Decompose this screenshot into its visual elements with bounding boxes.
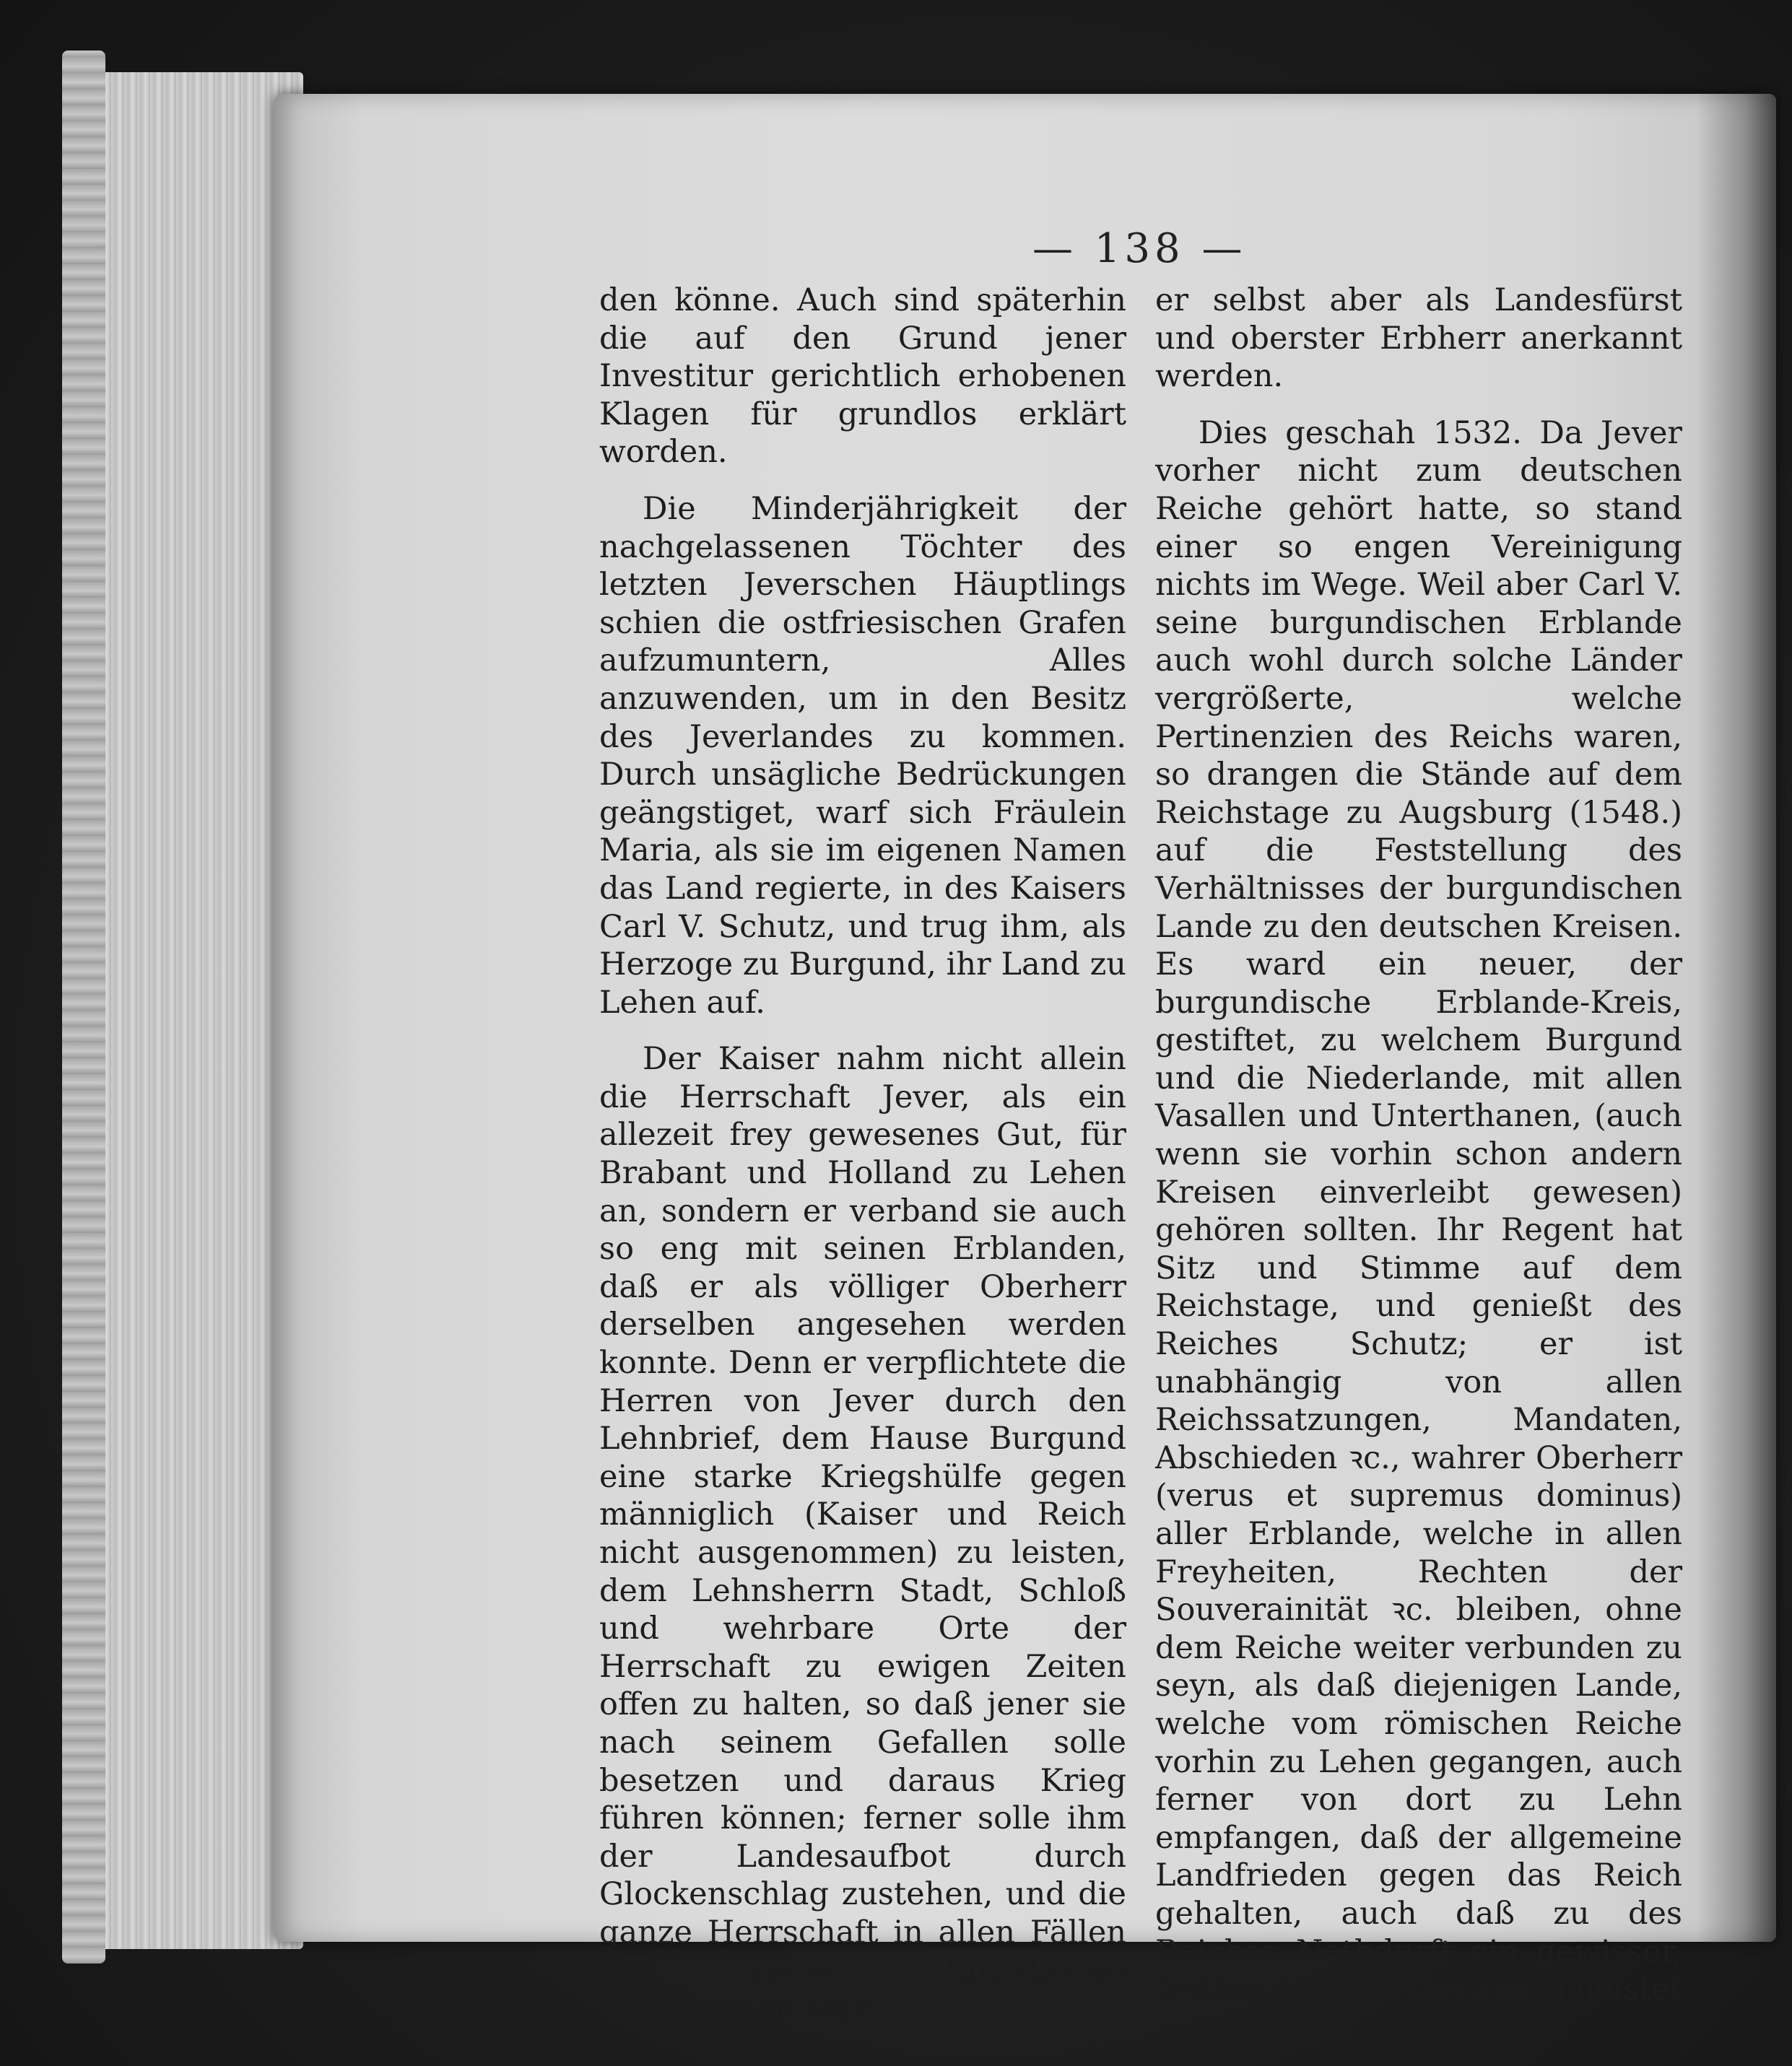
- page-number: — 138 —: [1032, 225, 1247, 272]
- paragraph: Dies geschah 1532. Da Jever vorher nicht zum deutschen Reiche gehört hatte, so stand einer so engen Vereinigung nichts im Wege. Weil aber Carl V. seine burgundischen Erblande auch wohl durch solche Länder vergrößerte, welche Pertinenzien des Reichs waren, so drangen die Stände auf dem Reichstage zu Augsburg (1548.) auf die Feststellung des Verhältnisses der burgundischen Lande zu den deutschen Kreisen. Es ward ein neuer, der burgundische Erblande-Kreis, gestiftet, zu welchem Burgund und die Niederlande, mit allen Vasallen und Unterthanen, (auch wenn sie vorhin schon andern Kreisen einverleibt gewesen) gehören sollten. Ihr Regent hat Sitz und Stimme auf dem Reichstage, und genießt des Reiches Schutz; er ist unabhängig von allen Reichssatzungen, Mandaten, Abschieden ꝛc., wahrer Oberherr (verus et supremus dominus) aller Erblande, welche in allen Freyheiten, Rechten der Souverainität ꝛc. bleiben, ohne dem Reiche weiter verbunden zu seyn, als daß diejenigen Lande, welche vom römischen Reiche vorhin zu Lehen gegangen, auch ferner von dort zu Lehn empfangen, daß der allgemeine Landfrieden gegen das Reich gehalten, auch daß zu des Reiches Nothdurft ein gewisser, festbestimmter Beytrag geleistet werden solle.: [1155, 414, 1682, 2046]
- book-spine-shadow: [1697, 94, 1776, 1942]
- paragraph: Die Minderjährigkeit der nachgelassenen Töchter des letzten Jeverschen Häuptlings schien die ostfriesischen Grafen aufzumuntern, Alles anzuwenden, um in den Besitz des Jeverlandes zu kommen. Durch unsägliche Bedrückungen geängstiget, warf sich Fräulein Maria, als sie im eigenen Namen das Land regierte, in des Kaisers Carl V. Schutz, und trug ihm, als Herzoge zu Burgund, ihr Land zu Lehen auf.: [599, 490, 1126, 1021]
- paragraph: er selbst aber als Landesfürst und oberster Erbherr anerkannt werden.: [1155, 282, 1682, 395]
- paragraph: Der Kaiser nahm nicht allein die Herrschaft Jever, als ein allezeit frey gewesenes Gut, für Brabant und Holland zu Lehen an, sondern er verband sie auch so eng mit seinen Erblanden, daß er als völliger Oberherr derselben angesehen werden konnte. Denn er verpflichtete die Herren von Jever durch den Lehnbrief, dem Hause Burgund eine starke Kriegshülfe gegen männiglich (Kaiser und Reich nicht ausgenommen) zu leisten, dem Lehnsherrn Stadt, Schloß und wehrbare Orte der Herrschaft zu ewigen Zeiten offen zu halten, so daß jener sie nach seinem Gefallen solle besetzen und daraus Krieg führen können; ferner solle ihm der Landesaufbot durch Glockenschlag zustehen, und die ganze Herrschaft in allen Fällen nur seiner Jurisdiction unterworfen seyn;: [599, 1041, 1126, 2027]
- left-column: [599, 282, 1126, 2028]
- page-edges: [72, 72, 303, 1949]
- paragraph: den könne. Auch sind späterhin die auf den Grund jener Investitur gerichtlich erhobenen Klagen für grundlos erklärt worden.: [599, 282, 1126, 471]
- right-column: [1155, 282, 1682, 2047]
